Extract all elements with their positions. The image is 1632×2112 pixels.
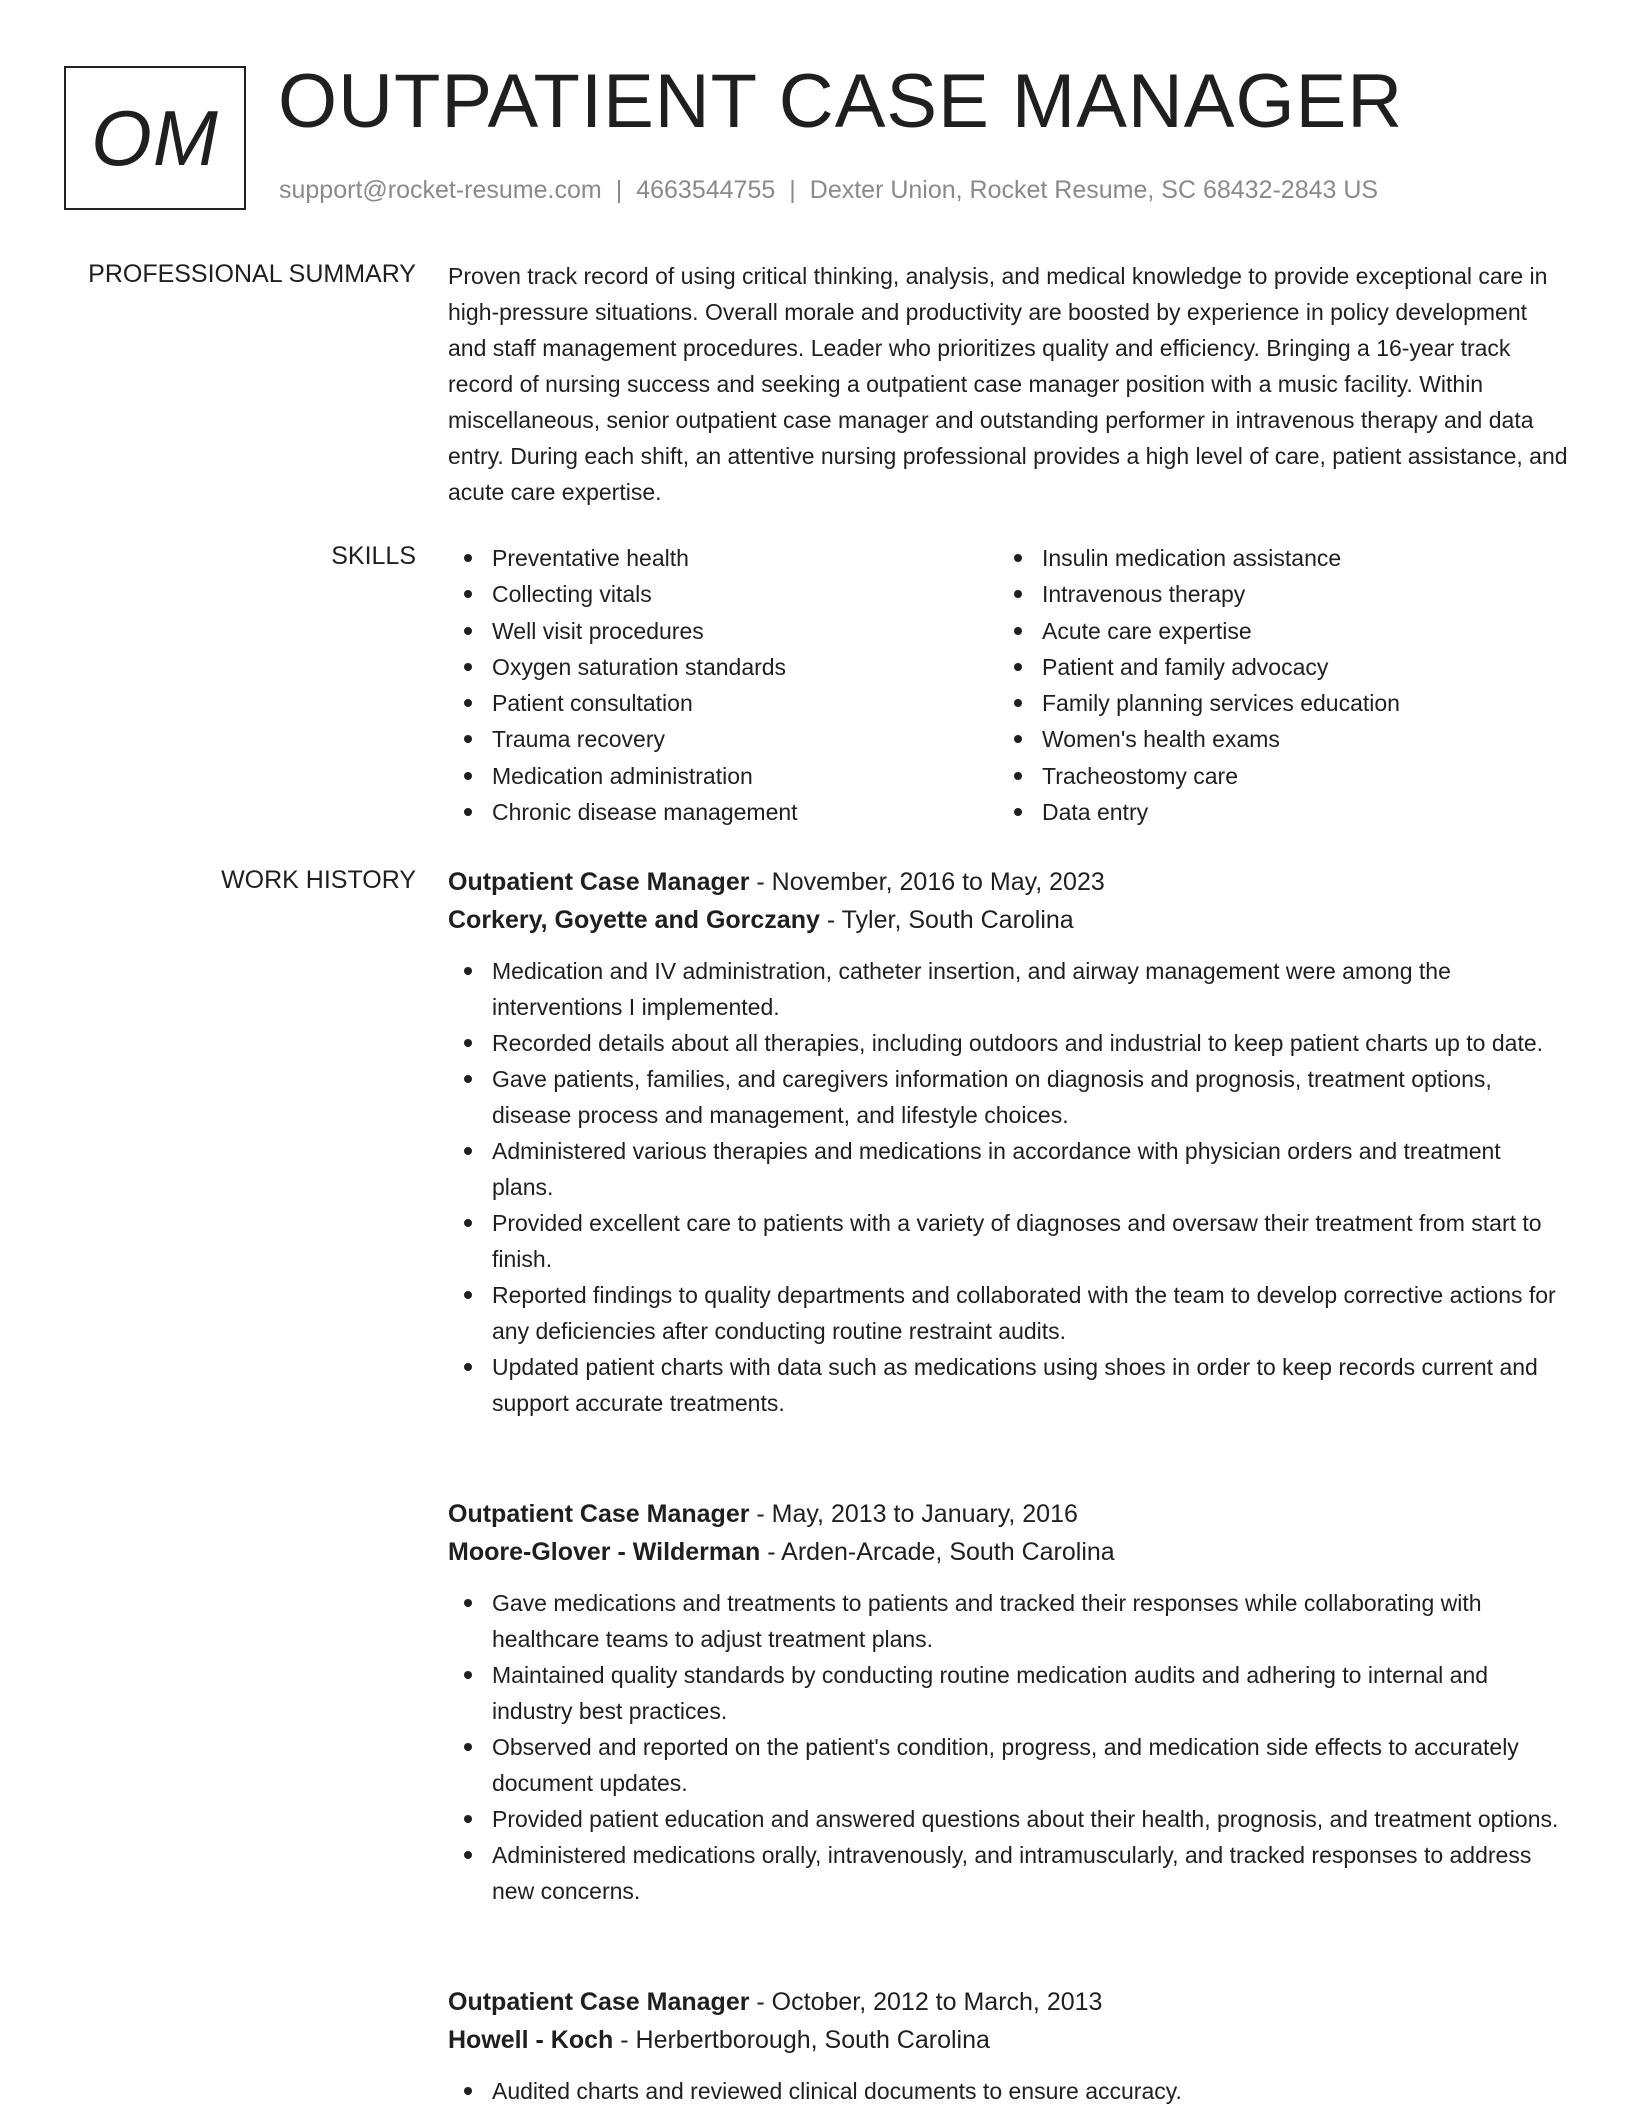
summary-heading: PROFESSIONAL SUMMARY	[88, 260, 416, 288]
responsibility-item: Provided excellent care to patients with a variety of diagnoses and oversaw their treatment from start to finish.	[448, 1205, 1568, 1277]
job-title-line	[448, 1983, 1568, 2021]
skills-column-left	[448, 540, 998, 830]
contact-separator: |	[789, 176, 796, 204]
skill-item: Data entry	[998, 794, 1548, 830]
responsibility-item: Gave patients, families, and caregivers information on diagnosis and prognosis, treatment options, disease process and management, and lifestyle choices.	[448, 1061, 1568, 1133]
contact-address: Dexter Union, Rocket Resume, SC 68432-2843 US	[809, 176, 1379, 204]
responsibility-item: Gave medications and treatments to patients and tracked their responses while collaborating with healthcare teams to adjust treatment plans.	[448, 1585, 1568, 1657]
responsibility-item: Administered various therapies and medications in accordance with physician orders and treatment plans.	[448, 1133, 1568, 1205]
skills-heading: SKILLS	[331, 542, 416, 570]
job-company: Howell - Koch	[448, 2026, 614, 2054]
skill-item: Collecting vitals	[448, 576, 998, 612]
job-responsibilities	[448, 1585, 1568, 1909]
skill-item: Family planning services education	[998, 685, 1548, 721]
job-entry	[448, 863, 1568, 1421]
contact-phone[interactable]: 4663544755	[636, 176, 776, 204]
responsibility-item: Reported findings to quality departments and collaborated with the team to develop corrective actions for any deficiencies after conducting routine restraint audits.	[448, 1277, 1568, 1349]
skill-item: Medication administration	[448, 758, 998, 794]
contact-line	[279, 176, 1378, 205]
job-location: - Arden-Arcade, South Carolina	[767, 1538, 1115, 1566]
work-history-heading: WORK HISTORY	[221, 866, 416, 894]
skill-item: Well visit procedures	[448, 613, 998, 649]
job-company: Moore-Glover - Wilderman	[448, 1538, 761, 1566]
job-location: - Herbertborough, South Carolina	[620, 2026, 990, 2054]
skill-item: Insulin medication assistance	[998, 540, 1548, 576]
contact-separator: |	[615, 176, 623, 204]
job-company-line	[448, 1533, 1568, 1571]
monogram-initials: OM	[91, 93, 219, 182]
job-dates: - October, 2012 to March, 2013	[756, 1988, 1103, 2016]
skill-item: Patient consultation	[448, 685, 998, 721]
job-title-line	[448, 863, 1568, 901]
skill-item: Women's health exams	[998, 721, 1548, 757]
skills-column-right	[998, 540, 1548, 830]
responsibility-item: Medication and IV administration, catheter insertion, and airway management were among the interventions I implemented.	[448, 953, 1568, 1025]
job-title: Outpatient Case Manager	[448, 868, 750, 896]
resume-title: OUTPATIENT CASE MANAGER	[278, 59, 1404, 144]
skill-item: Preventative health	[448, 540, 998, 576]
job-company: Corkery, Goyette and Gorczany	[448, 906, 820, 934]
responsibility-item: Audited charts and reviewed clinical documents to ensure accuracy.	[448, 2073, 1568, 2109]
job-responsibilities	[448, 2073, 1568, 2109]
responsibility-item: Updated patient charts with data such as medications using shoes in order to keep records current and support accurate treatments.	[448, 1349, 1568, 1421]
job-company-line	[448, 901, 1568, 939]
skill-item: Oxygen saturation standards	[448, 649, 998, 685]
skill-item: Trauma recovery	[448, 721, 998, 757]
responsibility-item: Maintained quality standards by conducting routine medication audits and adhering to internal and industry best practices.	[448, 1657, 1568, 1729]
skill-item: Intravenous therapy	[998, 576, 1548, 612]
job-responsibilities	[448, 953, 1568, 1421]
responsibility-item: Observed and reported on the patient's condition, progress, and medication side effects to accurately document updates.	[448, 1729, 1568, 1801]
job-dates: - November, 2016 to May, 2023	[756, 868, 1105, 896]
skill-item: Chronic disease management	[448, 794, 998, 830]
contact-email[interactable]: support@rocket-resume.com	[279, 176, 602, 204]
summary-text: Proven track record of using critical thinking, analysis, and medical knowledge to provide exceptional care in high-pressure situations. Overall morale and productivity are boosted by experience in policy development and staff management procedures. Leader who prioritizes quality and efficiency. Bringing a 16-year track record of nursing success and seeking a outpatient case manager position with a music facility. Within miscellaneous, senior outpatient case manager and outstanding performer in intravenous therapy and data entry. During each shift, an attentive nursing professional provides a high level of care, patient assistance, and acute care expertise.	[448, 263, 1568, 505]
skill-item: Tracheostomy care	[998, 758, 1548, 794]
responsibility-item: Administered medications orally, intravenously, and intramuscularly, and tracked responses to address new concerns.	[448, 1837, 1568, 1909]
skill-item: Patient and family advocacy	[998, 649, 1548, 685]
skill-item: Acute care expertise	[998, 613, 1548, 649]
job-title: Outpatient Case Manager	[448, 1988, 750, 2016]
job-dates: - May, 2013 to January, 2016	[756, 1500, 1078, 1528]
skills-grid	[448, 540, 1568, 830]
job-location: - Tyler, South Carolina	[826, 906, 1074, 934]
responsibility-item: Recorded details about all therapies, including outdoors and industrial to keep patient charts up to date.	[448, 1025, 1568, 1061]
responsibility-item: Provided patient education and answered questions about their health, prognosis, and treatment options.	[448, 1801, 1568, 1837]
job-entry	[448, 1495, 1568, 1909]
job-company-line	[448, 2021, 1568, 2059]
monogram-box	[64, 66, 246, 210]
job-title: Outpatient Case Manager	[448, 1500, 750, 1528]
job-title-line	[448, 1495, 1568, 1533]
job-entry	[448, 1983, 1568, 2109]
